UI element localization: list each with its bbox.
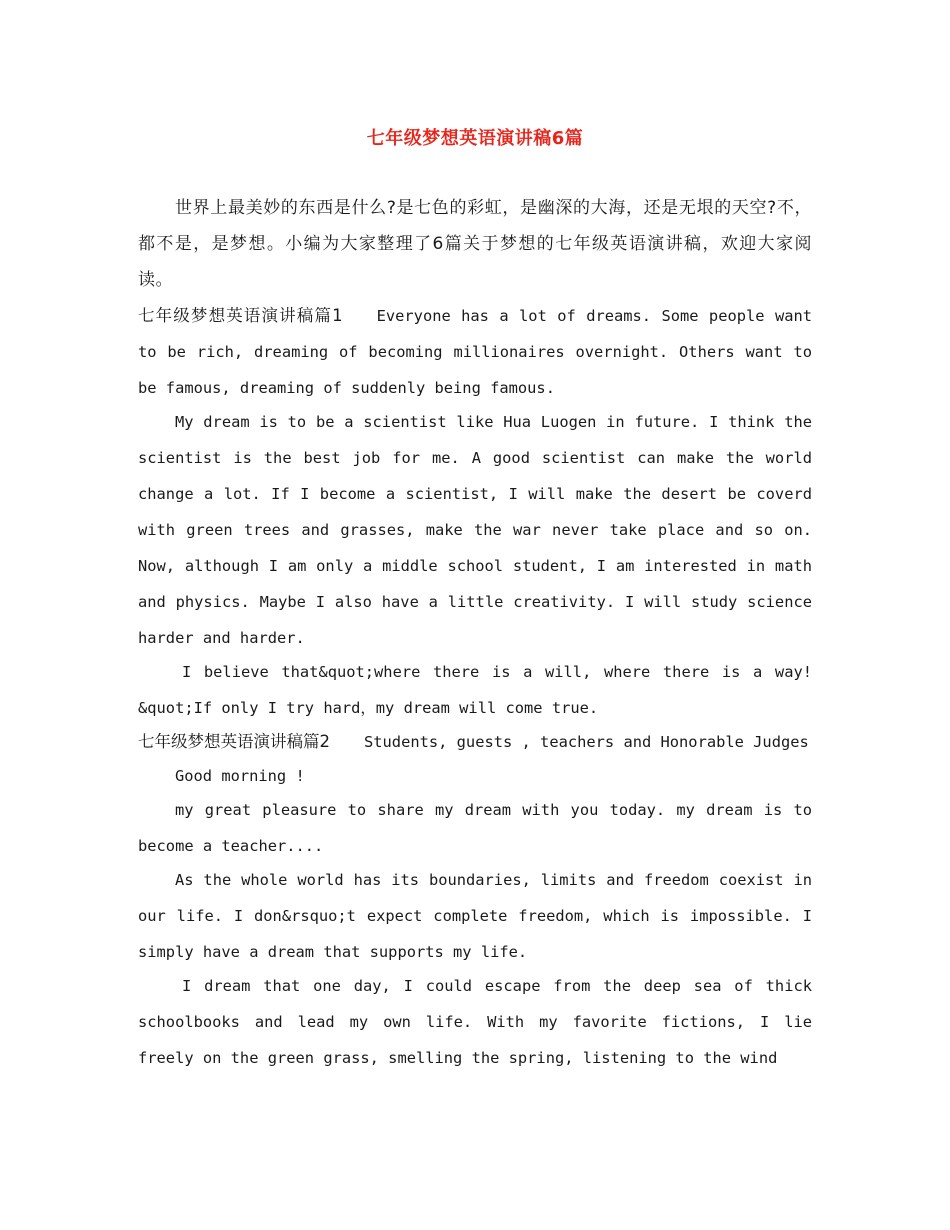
section-2-greeting: Good morning ! bbox=[175, 767, 305, 785]
section-2-paragraph bbox=[138, 724, 812, 760]
section-1-heading: 七年级梦想英语演讲稿篇1 bbox=[138, 306, 343, 325]
section-1-paragraph bbox=[138, 298, 812, 406]
document-title: 七年级梦想英语演讲稿6篇 bbox=[366, 128, 584, 149]
section-1-body-paragraph: My dream is to be a scientist like Hua Luogen in future. I think the scientist is the best job for me. A good scientist can make the world change a lot. If I become a scientist, I will make the desert be coverd with green trees and grasses, make the war never take place and so on. Now, although I am only a middle school student, I am interested in math and physics. Maybe I also have a little creativity. I will study science harder and harder. bbox=[138, 413, 812, 647]
section-1-lead: Everyone has a lot of dreams. Some people want to be rich, dreaming of becoming millionaires overnight. Others want to be famous, dreaming of suddenly being famous. bbox=[138, 307, 813, 397]
section-2-paragraph-3: I dream that one day, I could escape from the deep sea of thick schoolbooks and lead my own life. With my favorite fictions, I lie freely on the green grass, smelling the spring, listening to the wind bbox=[138, 977, 812, 1067]
section-1-closing-paragraph: I believe that&quot;where there is a will, where there is a way! &quot;If only I try hard，my dream will come true. bbox=[138, 663, 812, 717]
document-body bbox=[138, 190, 812, 1076]
intro-paragraph: 世界上最美妙的东西是什么?是七色的彩虹，是幽深的大海，还是无垠的天空?不，都不是，是梦想。小编为大家整理了6篇关于梦想的七年级英语演讲稿，欢迎大家阅读。 bbox=[138, 198, 812, 290]
section-2-paragraph-2: As the whole world has its boundaries, limits and freedom coexist in our life. I don&rsquo;t expect complete freedom, which is impossible. I simply have a dream that supports my life. bbox=[138, 871, 812, 961]
section-2-heading: 七年级梦想英语演讲稿篇2 bbox=[138, 732, 330, 751]
section-2-lead: Students, guests , teachers and Honorable Judges bbox=[364, 733, 809, 751]
section-2-paragraph-1: my great pleasure to share my dream with you today. my dream is to become a teacher.... bbox=[138, 801, 812, 855]
